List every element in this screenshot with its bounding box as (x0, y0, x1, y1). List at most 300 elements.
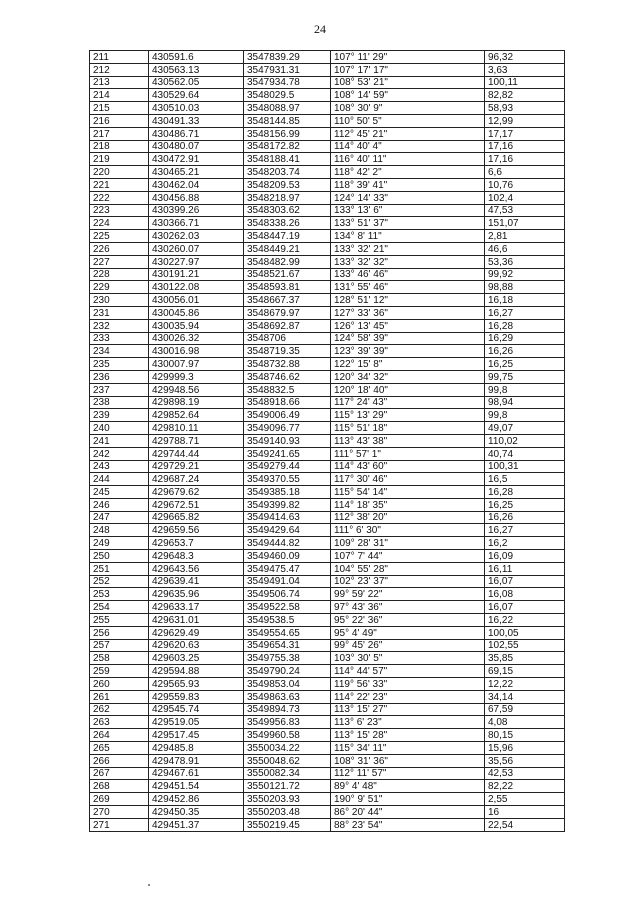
direction-angle-cell: 126° 13' 45" (331, 319, 485, 332)
point-number-cell: 232 (90, 319, 149, 332)
direction-angle-cell: 99° 59' 22" (331, 588, 485, 601)
x-coordinate-cell: 430591.6 (149, 51, 244, 64)
point-number-cell: 270 (90, 806, 149, 819)
x-coordinate-cell: 429485.8 (149, 742, 244, 755)
table-row (90, 63, 565, 76)
y-coordinate-cell: 3548521.67 (244, 268, 331, 281)
point-number-cell: 217 (90, 127, 149, 140)
x-coordinate-cell: 429519.05 (149, 716, 244, 729)
distance-cell: 17,16 (485, 140, 565, 153)
distance-cell: 42,53 (485, 767, 565, 780)
distance-cell: 16,25 (485, 358, 565, 371)
point-number-cell: 249 (90, 537, 149, 550)
direction-angle-cell: 114° 22' 23" (331, 690, 485, 703)
y-coordinate-cell: 3549863.63 (244, 690, 331, 703)
distance-cell: 16,2 (485, 537, 565, 550)
y-coordinate-cell: 3550034.22 (244, 742, 331, 755)
x-coordinate-cell: 430529.64 (149, 89, 244, 102)
point-number-cell: 245 (90, 486, 149, 499)
table-row (90, 639, 565, 652)
distance-cell: 100,11 (485, 76, 565, 89)
table-row (90, 319, 565, 332)
direction-angle-cell: 120° 18' 40" (331, 383, 485, 396)
direction-angle-cell: 127° 33' 36" (331, 306, 485, 319)
distance-cell: 15,96 (485, 742, 565, 755)
point-number-cell: 271 (90, 818, 149, 831)
direction-angle-cell: 112° 38' 20" (331, 511, 485, 524)
table-row (90, 422, 565, 435)
y-coordinate-cell: 3548482.99 (244, 255, 331, 268)
x-coordinate-cell: 430563.13 (149, 63, 244, 76)
table-row (90, 281, 565, 294)
distance-cell: 4,08 (485, 716, 565, 729)
table-row (90, 562, 565, 575)
y-coordinate-cell: 3550048.62 (244, 754, 331, 767)
direction-angle-cell: 103° 30' 5" (331, 652, 485, 665)
direction-angle-cell: 107° 11' 29" (331, 51, 485, 64)
x-coordinate-cell: 429679.62 (149, 486, 244, 499)
y-coordinate-cell: 3549006.49 (244, 409, 331, 422)
distance-cell: 16,07 (485, 575, 565, 588)
distance-cell: 110,02 (485, 434, 565, 447)
point-number-cell: 241 (90, 434, 149, 447)
direction-angle-cell: 99° 45' 26" (331, 639, 485, 652)
y-coordinate-cell: 3548593.81 (244, 281, 331, 294)
direction-angle-cell: 190° 9' 51" (331, 793, 485, 806)
distance-cell: 47,53 (485, 204, 565, 217)
y-coordinate-cell: 3549894.73 (244, 703, 331, 716)
point-number-cell: 229 (90, 281, 149, 294)
distance-cell: 17,16 (485, 153, 565, 166)
distance-cell: 6,6 (485, 166, 565, 179)
y-coordinate-cell: 3548918.66 (244, 396, 331, 409)
distance-cell: 16,26 (485, 345, 565, 358)
x-coordinate-cell: 430491.33 (149, 114, 244, 127)
point-number-cell: 211 (90, 51, 149, 64)
y-coordinate-cell: 3549460.09 (244, 550, 331, 563)
x-coordinate-cell: 430191.21 (149, 268, 244, 281)
x-coordinate-cell: 429451.37 (149, 818, 244, 831)
distance-cell: 16,28 (485, 486, 565, 499)
y-coordinate-cell: 3549429.64 (244, 524, 331, 537)
x-coordinate-cell: 429467.61 (149, 767, 244, 780)
direction-angle-cell: 118° 42' 2" (331, 166, 485, 179)
x-coordinate-cell: 429653.7 (149, 537, 244, 550)
point-number-cell: 261 (90, 690, 149, 703)
y-coordinate-cell: 3548209.53 (244, 178, 331, 191)
table-row (90, 473, 565, 486)
coordinates-table (89, 50, 565, 832)
y-coordinate-cell: 3549956.83 (244, 716, 331, 729)
distance-cell: 16,25 (485, 498, 565, 511)
point-number-cell: 233 (90, 332, 149, 345)
point-number-cell: 247 (90, 511, 149, 524)
direction-angle-cell: 131° 55' 46" (331, 281, 485, 294)
point-number-cell: 215 (90, 102, 149, 115)
distance-cell: 53,36 (485, 255, 565, 268)
distance-cell: 99,8 (485, 409, 565, 422)
y-coordinate-cell: 3549755.38 (244, 652, 331, 665)
table-row (90, 294, 565, 307)
x-coordinate-cell: 429620.63 (149, 639, 244, 652)
direction-angle-cell: 117° 30' 46" (331, 473, 485, 486)
direction-angle-cell: 95° 4' 49" (331, 626, 485, 639)
distance-cell: 16,18 (485, 294, 565, 307)
distance-cell: 12,22 (485, 678, 565, 691)
point-number-cell: 238 (90, 396, 149, 409)
x-coordinate-cell: 429659.56 (149, 524, 244, 537)
table-row (90, 703, 565, 716)
point-number-cell: 231 (90, 306, 149, 319)
y-coordinate-cell: 3549506.74 (244, 588, 331, 601)
table-row (90, 780, 565, 793)
direction-angle-cell: 89° 4' 48" (331, 780, 485, 793)
point-number-cell: 239 (90, 409, 149, 422)
y-coordinate-cell: 3548144.85 (244, 114, 331, 127)
y-coordinate-cell: 3549414.63 (244, 511, 331, 524)
y-coordinate-cell: 3548203.74 (244, 166, 331, 179)
direction-angle-cell: 114° 43' 60" (331, 460, 485, 473)
table-row (90, 332, 565, 345)
table-row (90, 409, 565, 422)
x-coordinate-cell: 430472.91 (149, 153, 244, 166)
point-number-cell: 240 (90, 422, 149, 435)
distance-cell: 17,17 (485, 127, 565, 140)
direction-angle-cell: 112° 45' 21" (331, 127, 485, 140)
point-number-cell: 220 (90, 166, 149, 179)
y-coordinate-cell: 3548303.62 (244, 204, 331, 217)
point-number-cell: 254 (90, 601, 149, 614)
direction-angle-cell: 108° 53' 21" (331, 76, 485, 89)
y-coordinate-cell: 3548746.62 (244, 370, 331, 383)
x-coordinate-cell: 429648.3 (149, 550, 244, 563)
x-coordinate-cell: 429603.25 (149, 652, 244, 665)
distance-cell: 100,31 (485, 460, 565, 473)
x-coordinate-cell: 430562.05 (149, 76, 244, 89)
direction-angle-cell: 95° 22' 36" (331, 614, 485, 627)
distance-cell: 16,26 (485, 511, 565, 524)
direction-angle-cell: 113° 43' 38" (331, 434, 485, 447)
x-coordinate-cell: 429517.45 (149, 729, 244, 742)
x-coordinate-cell: 430056.01 (149, 294, 244, 307)
table-row (90, 255, 565, 268)
point-number-cell: 251 (90, 562, 149, 575)
y-coordinate-cell: 3549538.5 (244, 614, 331, 627)
point-number-cell: 218 (90, 140, 149, 153)
distance-cell: 16,11 (485, 562, 565, 575)
y-coordinate-cell: 3549279.44 (244, 460, 331, 473)
point-number-cell: 268 (90, 780, 149, 793)
y-coordinate-cell: 3548088.97 (244, 102, 331, 115)
direction-angle-cell: 113° 6' 23" (331, 716, 485, 729)
table-row (90, 268, 565, 281)
x-coordinate-cell: 429639.41 (149, 575, 244, 588)
x-coordinate-cell: 430045.86 (149, 306, 244, 319)
direction-angle-cell: 110° 50' 5" (331, 114, 485, 127)
y-coordinate-cell: 3548692.87 (244, 319, 331, 332)
table-row (90, 370, 565, 383)
point-number-cell: 259 (90, 665, 149, 678)
distance-cell: 49,07 (485, 422, 565, 435)
direction-angle-cell: 115° 51' 18" (331, 422, 485, 435)
table-row (90, 626, 565, 639)
direction-angle-cell: 109° 28' 31" (331, 537, 485, 550)
x-coordinate-cell: 430035.94 (149, 319, 244, 332)
x-coordinate-cell: 429948.56 (149, 383, 244, 396)
table-row (90, 127, 565, 140)
x-coordinate-cell: 429559.83 (149, 690, 244, 703)
y-coordinate-cell: 3549554.65 (244, 626, 331, 639)
table-row (90, 191, 565, 204)
x-coordinate-cell: 430510.03 (149, 102, 244, 115)
distance-cell: 100,05 (485, 626, 565, 639)
x-coordinate-cell: 430262.03 (149, 230, 244, 243)
point-number-cell: 222 (90, 191, 149, 204)
distance-cell: 16,29 (485, 332, 565, 345)
x-coordinate-cell: 429744.44 (149, 447, 244, 460)
x-coordinate-cell: 429852.64 (149, 409, 244, 422)
x-coordinate-cell: 429643.56 (149, 562, 244, 575)
table-row (90, 178, 565, 191)
point-number-cell: 234 (90, 345, 149, 358)
direction-angle-cell: 133° 32' 21" (331, 242, 485, 255)
point-number-cell: 253 (90, 588, 149, 601)
distance-cell: 16,28 (485, 319, 565, 332)
table-row (90, 51, 565, 64)
direction-angle-cell: 128° 51' 12" (331, 294, 485, 307)
x-coordinate-cell: 430026.32 (149, 332, 244, 345)
distance-cell: 16,27 (485, 524, 565, 537)
distance-cell: 99,92 (485, 268, 565, 281)
direction-angle-cell: 107° 17' 17" (331, 63, 485, 76)
distance-cell: 16,27 (485, 306, 565, 319)
table-row (90, 396, 565, 409)
distance-cell: 16,08 (485, 588, 565, 601)
point-number-cell: 235 (90, 358, 149, 371)
point-number-cell: 244 (90, 473, 149, 486)
table-row (90, 345, 565, 358)
table-row (90, 217, 565, 230)
direction-angle-cell: 88° 23' 54" (331, 818, 485, 831)
distance-cell: 12,99 (485, 114, 565, 127)
table-row (90, 511, 565, 524)
x-coordinate-cell: 429687.24 (149, 473, 244, 486)
y-coordinate-cell: 3548679.97 (244, 306, 331, 319)
direction-angle-cell: 124° 58' 39" (331, 332, 485, 345)
direction-angle-cell: 114° 40' 4" (331, 140, 485, 153)
table-row (90, 754, 565, 767)
table-row (90, 767, 565, 780)
y-coordinate-cell: 3547839.29 (244, 51, 331, 64)
table-row (90, 588, 565, 601)
point-number-cell: 250 (90, 550, 149, 563)
y-coordinate-cell: 3550203.93 (244, 793, 331, 806)
point-number-cell: 237 (90, 383, 149, 396)
direction-angle-cell: 86° 20' 44" (331, 806, 485, 819)
x-coordinate-cell: 430007.97 (149, 358, 244, 371)
distance-cell: 35,56 (485, 754, 565, 767)
x-coordinate-cell: 429478.91 (149, 754, 244, 767)
point-number-cell: 223 (90, 204, 149, 217)
y-coordinate-cell: 3548449.21 (244, 242, 331, 255)
y-coordinate-cell: 3548706 (244, 332, 331, 345)
point-number-cell: 243 (90, 460, 149, 473)
direction-angle-cell: 114° 18' 35" (331, 498, 485, 511)
y-coordinate-cell: 3549522.58 (244, 601, 331, 614)
direction-angle-cell: 112° 11' 57" (331, 767, 485, 780)
table-row (90, 140, 565, 153)
point-number-cell: 255 (90, 614, 149, 627)
x-coordinate-cell: 429810.11 (149, 422, 244, 435)
y-coordinate-cell: 3549853.04 (244, 678, 331, 691)
y-coordinate-cell: 3548172.82 (244, 140, 331, 153)
x-coordinate-cell: 430260.07 (149, 242, 244, 255)
distance-cell: 35,85 (485, 652, 565, 665)
table-row (90, 153, 565, 166)
table-row (90, 460, 565, 473)
point-number-cell: 214 (90, 89, 149, 102)
table-row (90, 383, 565, 396)
table-row (90, 306, 565, 319)
direction-angle-cell: 115° 13' 29" (331, 409, 485, 422)
distance-cell: 58,93 (485, 102, 565, 115)
direction-angle-cell: 107° 7' 44" (331, 550, 485, 563)
y-coordinate-cell: 3549096.77 (244, 422, 331, 435)
y-coordinate-cell: 3548732.88 (244, 358, 331, 371)
direction-angle-cell: 134° 8' 11" (331, 230, 485, 243)
point-number-cell: 225 (90, 230, 149, 243)
direction-angle-cell: 114° 44' 57" (331, 665, 485, 678)
direction-angle-cell: 108° 14' 59" (331, 89, 485, 102)
x-coordinate-cell: 430456.88 (149, 191, 244, 204)
distance-cell: 98,88 (485, 281, 565, 294)
point-number-cell: 263 (90, 716, 149, 729)
direction-angle-cell: 115° 34' 11" (331, 742, 485, 755)
direction-angle-cell: 122° 15' 8" (331, 358, 485, 371)
point-number-cell: 216 (90, 114, 149, 127)
x-coordinate-cell: 429452.86 (149, 793, 244, 806)
point-number-cell: 224 (90, 217, 149, 230)
table-row (90, 793, 565, 806)
x-coordinate-cell: 430462.04 (149, 178, 244, 191)
point-number-cell: 262 (90, 703, 149, 716)
distance-cell: 2,55 (485, 793, 565, 806)
point-number-cell: 256 (90, 626, 149, 639)
distance-cell: 16,5 (485, 473, 565, 486)
point-number-cell: 248 (90, 524, 149, 537)
point-number-cell: 219 (90, 153, 149, 166)
table-row (90, 166, 565, 179)
distance-cell: 96,32 (485, 51, 565, 64)
distance-cell: 80,15 (485, 729, 565, 742)
y-coordinate-cell: 3549654.31 (244, 639, 331, 652)
direction-angle-cell: 111° 6' 30" (331, 524, 485, 537)
table-row (90, 89, 565, 102)
direction-angle-cell: 111° 57' 1" (331, 447, 485, 460)
x-coordinate-cell: 429999.3 (149, 370, 244, 383)
x-coordinate-cell: 430480.07 (149, 140, 244, 153)
table-row (90, 434, 565, 447)
point-number-cell: 269 (90, 793, 149, 806)
x-coordinate-cell: 430465.21 (149, 166, 244, 179)
table-row (90, 690, 565, 703)
y-coordinate-cell: 3549960.58 (244, 729, 331, 742)
distance-cell: 16,09 (485, 550, 565, 563)
distance-cell: 40,74 (485, 447, 565, 460)
point-number-cell: 230 (90, 294, 149, 307)
x-coordinate-cell: 429451.54 (149, 780, 244, 793)
direction-angle-cell: 133° 32' 32" (331, 255, 485, 268)
x-coordinate-cell: 430227.97 (149, 255, 244, 268)
y-coordinate-cell: 3549444.82 (244, 537, 331, 550)
distance-cell: 16,07 (485, 601, 565, 614)
point-number-cell: 213 (90, 76, 149, 89)
distance-cell: 99,8 (485, 383, 565, 396)
x-coordinate-cell: 430122.08 (149, 281, 244, 294)
x-coordinate-cell: 429631.01 (149, 614, 244, 627)
point-number-cell: 260 (90, 678, 149, 691)
table-row (90, 818, 565, 831)
y-coordinate-cell: 3550082.34 (244, 767, 331, 780)
y-coordinate-cell: 3548832.5 (244, 383, 331, 396)
x-coordinate-cell: 429665.82 (149, 511, 244, 524)
y-coordinate-cell: 3549475.47 (244, 562, 331, 575)
point-number-cell: 246 (90, 498, 149, 511)
table-row (90, 665, 565, 678)
scan-artifact (148, 884, 150, 886)
direction-angle-cell: 124° 14' 33" (331, 191, 485, 204)
table-row (90, 498, 565, 511)
y-coordinate-cell: 3547931.31 (244, 63, 331, 76)
distance-cell: 34,14 (485, 690, 565, 703)
table-row (90, 524, 565, 537)
table-row (90, 729, 565, 742)
y-coordinate-cell: 3549491.04 (244, 575, 331, 588)
y-coordinate-cell: 3547934.78 (244, 76, 331, 89)
distance-cell: 98,94 (485, 396, 565, 409)
distance-cell: 2,81 (485, 230, 565, 243)
x-coordinate-cell: 430486.71 (149, 127, 244, 140)
distance-cell: 99,75 (485, 370, 565, 383)
distance-cell: 46,6 (485, 242, 565, 255)
coordinates-table-body (90, 51, 565, 832)
y-coordinate-cell: 3548667.37 (244, 294, 331, 307)
y-coordinate-cell: 3548218.97 (244, 191, 331, 204)
point-number-cell: 221 (90, 178, 149, 191)
table-row (90, 550, 565, 563)
point-number-cell: 212 (90, 63, 149, 76)
y-coordinate-cell: 3549790.24 (244, 665, 331, 678)
page-number: 24 (314, 22, 326, 36)
direction-angle-cell: 119° 56' 33" (331, 678, 485, 691)
y-coordinate-cell: 3550219.45 (244, 818, 331, 831)
x-coordinate-cell: 429633.17 (149, 601, 244, 614)
direction-angle-cell: 108° 31' 36" (331, 754, 485, 767)
x-coordinate-cell: 430016.98 (149, 345, 244, 358)
direction-angle-cell: 97° 43' 36" (331, 601, 485, 614)
distance-cell: 151,07 (485, 217, 565, 230)
y-coordinate-cell: 3548338.26 (244, 217, 331, 230)
distance-cell: 82,82 (485, 89, 565, 102)
table-row (90, 114, 565, 127)
distance-cell: 22,54 (485, 818, 565, 831)
direction-angle-cell: 113° 15' 28" (331, 729, 485, 742)
table-row (90, 447, 565, 460)
x-coordinate-cell: 429788.71 (149, 434, 244, 447)
x-coordinate-cell: 430366.71 (149, 217, 244, 230)
point-number-cell: 267 (90, 767, 149, 780)
y-coordinate-cell: 3550121.72 (244, 780, 331, 793)
